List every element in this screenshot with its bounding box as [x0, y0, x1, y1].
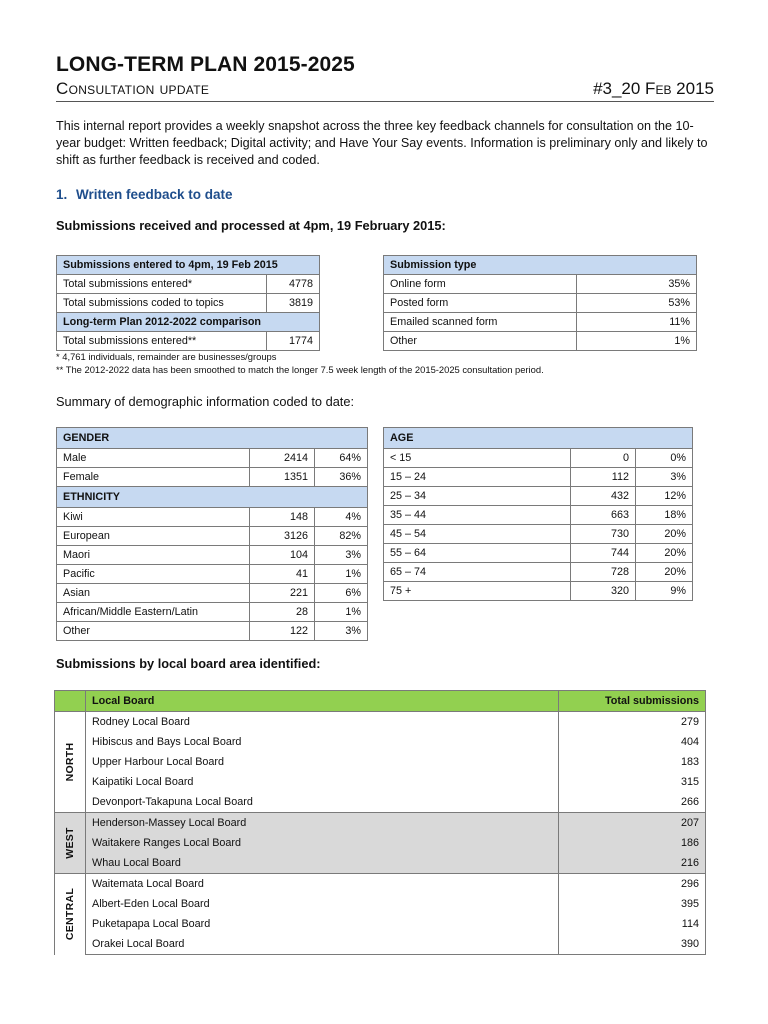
table-row	[55, 732, 706, 752]
footnote-2: ** The 2012-2022 data has been smoothed to match the longer 7.5 week length of the 2015-2025 consultation period.	[56, 364, 544, 375]
table-row	[57, 332, 320, 351]
gender-header: GENDER	[57, 428, 368, 449]
report-title: LONG-TERM PLAN 2015-2025	[56, 53, 355, 76]
board-total: 390	[559, 934, 706, 955]
row-pct: 3%	[315, 622, 368, 641]
region-label: CENTRAL	[64, 888, 76, 941]
region-north	[55, 712, 86, 813]
col-header-board: Local Board	[86, 691, 559, 712]
row-pct: 9%	[636, 582, 693, 601]
table-row	[384, 487, 693, 506]
table-row	[55, 772, 706, 792]
row-label: African/Middle Eastern/Latin	[57, 603, 250, 622]
ethnicity-header: ETHNICITY	[57, 487, 368, 508]
intro-paragraph: This internal report provides a weekly snapshot across the three key feedback channels for consultation on the 10-year budget: Written feedback; Digital activity; and Have Your Say events. Information is preliminary only and likely to shift as further feedback is received and coded.	[56, 119, 708, 168]
board-total: 395	[559, 894, 706, 914]
subheader-bar	[56, 79, 714, 102]
table-row	[55, 894, 706, 914]
table-row	[55, 752, 706, 772]
table-row	[55, 792, 706, 813]
row-label: 55 – 64	[384, 544, 571, 563]
table-row	[55, 914, 706, 934]
table-row	[57, 584, 368, 603]
row-label: Maori	[57, 546, 250, 565]
table-row	[55, 874, 706, 895]
row-label: Total submissions coded to topics	[57, 294, 267, 313]
table-row	[55, 712, 706, 733]
age-header: AGE	[384, 428, 693, 449]
table-row	[384, 468, 693, 487]
row-count: 41	[250, 565, 315, 584]
row-value: 4778	[267, 275, 320, 294]
row-pct: 1%	[315, 565, 368, 584]
row-pct: 64%	[315, 449, 368, 468]
row-count: 730	[571, 525, 636, 544]
local-board-heading: Submissions by local board area identified:	[56, 656, 321, 671]
row-label: Other	[384, 332, 577, 351]
row-count: 1351	[250, 468, 315, 487]
board-total: 183	[559, 752, 706, 772]
submissions-entered-table	[56, 255, 320, 351]
region-central	[55, 874, 86, 955]
row-value: 3819	[267, 294, 320, 313]
table-row	[384, 582, 693, 601]
board-name: Whau Local Board	[86, 853, 559, 874]
row-label: Posted form	[384, 294, 577, 313]
region-label: WEST	[64, 827, 76, 859]
row-value: 1%	[577, 332, 697, 351]
row-label: 35 – 44	[384, 506, 571, 525]
age-table	[383, 427, 693, 601]
table-row	[57, 622, 368, 641]
row-label: European	[57, 527, 250, 546]
table-row	[57, 546, 368, 565]
footnote-1: * 4,761 individuals, remainder are businesses/groups	[56, 351, 277, 362]
row-pct: 0%	[636, 449, 693, 468]
row-label: Kiwi	[57, 508, 250, 527]
board-name: Hibiscus and Bays Local Board	[86, 732, 559, 752]
report-subtitle: Consultation update	[56, 79, 210, 99]
table-row	[57, 294, 320, 313]
row-value: 35%	[577, 275, 697, 294]
board-name: Albert-Eden Local Board	[86, 894, 559, 914]
board-total: 186	[559, 833, 706, 853]
table-row	[384, 449, 693, 468]
row-label: Asian	[57, 584, 250, 603]
row-count: 2414	[250, 449, 315, 468]
table-row	[384, 563, 693, 582]
table-row	[384, 313, 697, 332]
row-value: 1774	[267, 332, 320, 351]
board-total: 404	[559, 732, 706, 752]
row-pct: 12%	[636, 487, 693, 506]
table-row	[55, 813, 706, 834]
board-name: Rodney Local Board	[86, 712, 559, 733]
table-row	[57, 468, 368, 487]
table-row	[384, 525, 693, 544]
row-pct: 6%	[315, 584, 368, 603]
row-count: 663	[571, 506, 636, 525]
row-pct: 36%	[315, 468, 368, 487]
region-label: NORTH	[64, 742, 76, 782]
table-row	[57, 565, 368, 584]
row-count: 320	[571, 582, 636, 601]
board-name: Puketapapa Local Board	[86, 914, 559, 934]
row-count: 432	[571, 487, 636, 506]
row-count: 112	[571, 468, 636, 487]
row-label: < 15	[384, 449, 571, 468]
region-col-header	[55, 691, 86, 712]
row-pct: 18%	[636, 506, 693, 525]
section-title: Written feedback to date	[76, 187, 233, 203]
table-row	[384, 544, 693, 563]
row-label: Other	[57, 622, 250, 641]
gender-ethnicity-table	[56, 427, 368, 641]
row-pct: 20%	[636, 525, 693, 544]
table-row	[384, 275, 697, 294]
board-name: Waitakere Ranges Local Board	[86, 833, 559, 853]
row-count: 122	[250, 622, 315, 641]
row-label: Female	[57, 468, 250, 487]
row-count: 148	[250, 508, 315, 527]
table-row	[55, 853, 706, 874]
row-label: Total submissions entered*	[57, 275, 267, 294]
comparison-header: Long-term Plan 2012-2022 comparison	[57, 313, 320, 332]
demographic-heading: Summary of demographic information coded to date:	[56, 394, 355, 409]
row-pct: 20%	[636, 563, 693, 582]
row-label: 25 – 34	[384, 487, 571, 506]
table-row	[55, 833, 706, 853]
submission-type-table	[383, 255, 697, 351]
row-count: 0	[571, 449, 636, 468]
row-label: Online form	[384, 275, 577, 294]
board-total: 266	[559, 792, 706, 813]
issue-number: #3_20 Feb 2015	[593, 79, 714, 99]
row-count: 28	[250, 603, 315, 622]
table-row	[57, 508, 368, 527]
table-row	[384, 506, 693, 525]
submissions-heading: Submissions received and processed at 4pm, 19 February 2015:	[56, 218, 446, 234]
table-row	[57, 527, 368, 546]
board-total: 279	[559, 712, 706, 733]
row-pct: 3%	[315, 546, 368, 565]
row-label: 65 – 74	[384, 563, 571, 582]
board-name: Kaipatiki Local Board	[86, 772, 559, 792]
board-name: Orakei Local Board	[86, 934, 559, 955]
table-row	[384, 332, 697, 351]
table-row	[384, 294, 697, 313]
row-label: 15 – 24	[384, 468, 571, 487]
row-label: Male	[57, 449, 250, 468]
local-board-table	[54, 690, 706, 955]
board-name: Devonport-Takapuna Local Board	[86, 792, 559, 813]
board-total: 114	[559, 914, 706, 934]
row-count: 221	[250, 584, 315, 603]
row-value: 53%	[577, 294, 697, 313]
row-count: 104	[250, 546, 315, 565]
board-total: 207	[559, 813, 706, 834]
table-header: Submission type	[384, 256, 697, 275]
row-label: Emailed scanned form	[384, 313, 577, 332]
row-count: 728	[571, 563, 636, 582]
row-label: 75 +	[384, 582, 571, 601]
region-west	[55, 813, 86, 874]
board-name: Waitemata Local Board	[86, 874, 559, 895]
board-name: Upper Harbour Local Board	[86, 752, 559, 772]
row-label: Pacific	[57, 565, 250, 584]
row-label: Total submissions entered**	[57, 332, 267, 351]
board-total: 315	[559, 772, 706, 792]
document-page	[56, 52, 714, 233]
row-value: 11%	[577, 313, 697, 332]
table-row	[57, 275, 320, 294]
section-heading	[56, 187, 714, 202]
row-pct: 4%	[315, 508, 368, 527]
row-pct: 3%	[636, 468, 693, 487]
table-row	[57, 449, 368, 468]
row-pct: 82%	[315, 527, 368, 546]
row-pct: 20%	[636, 544, 693, 563]
col-header-total: Total submissions	[559, 691, 706, 712]
table-row	[57, 603, 368, 622]
row-label: 45 – 54	[384, 525, 571, 544]
table-header: Submissions entered to 4pm, 19 Feb 2015	[57, 256, 320, 275]
row-pct: 1%	[315, 603, 368, 622]
section-number: 1.	[56, 187, 68, 203]
board-total: 216	[559, 853, 706, 874]
board-total: 296	[559, 874, 706, 895]
row-count: 3126	[250, 527, 315, 546]
table-row	[55, 934, 706, 955]
footnotes	[56, 350, 544, 376]
row-count: 744	[571, 544, 636, 563]
board-name: Henderson-Massey Local Board	[86, 813, 559, 834]
